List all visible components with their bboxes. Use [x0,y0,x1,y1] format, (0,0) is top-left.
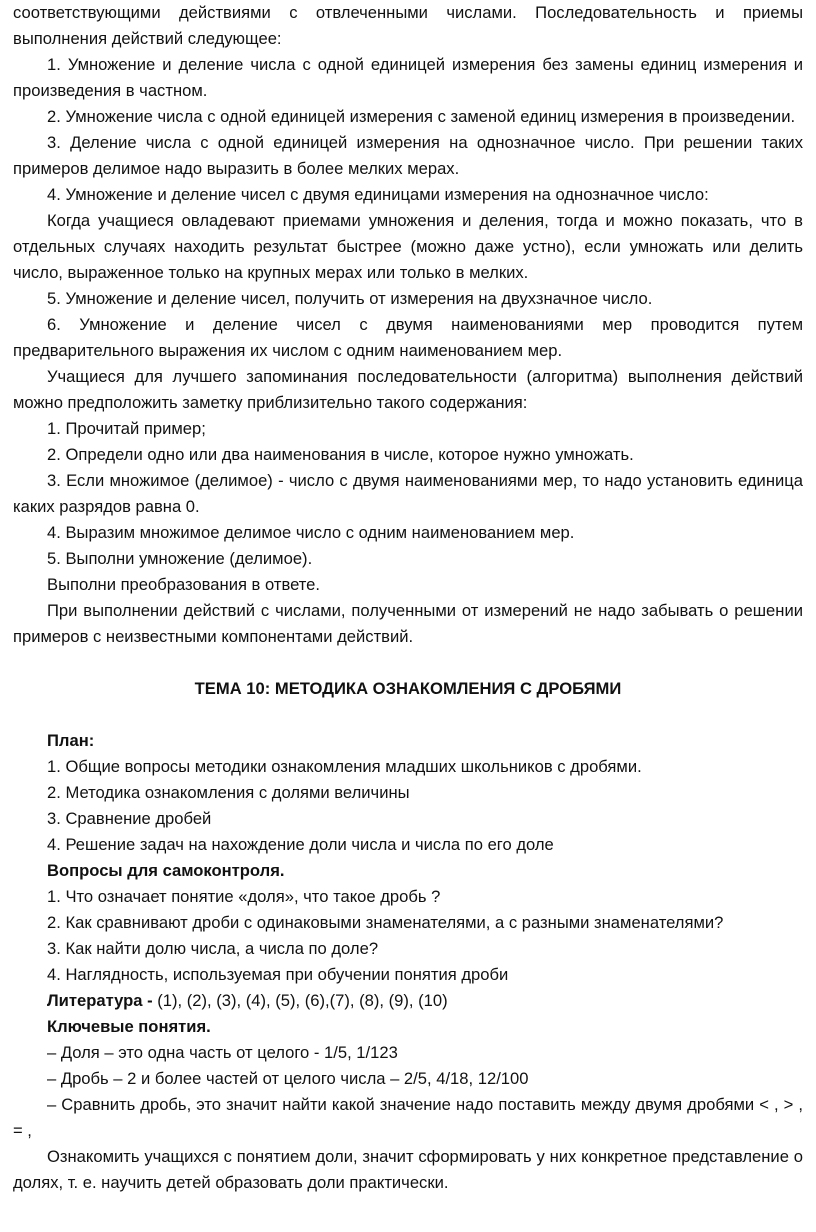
literature-label: Литература - [47,991,153,1010]
question-item-1: 1. Что означает понятие «доля», что такое дробь ? [47,887,441,906]
step-item-5: 5. Умножение и деление чисел, получить от измерения на двухзначное число. [47,289,653,308]
memo-item-1: 1. Прочитай пример; [47,419,206,438]
step-item-1: 1. Умножение и деление числа с одной единицей измерения без замены единиц измерения и произведения в частном. [13,55,803,100]
final-paragraph: Ознакомить учащихся с понятием доли, значит сформировать у них конкретное представление о долях, т. е. научить детей образовать доли практически. [13,1147,803,1192]
plan-item-4: 4. Решение задач на нахождение доли числа и числа по его доле [47,835,554,854]
question-item-2: 2. Как сравнивают дроби с одинаковыми знаменателями, а с разными знаменателями? [47,913,724,932]
plan-label: План: [47,731,95,750]
memo-item-6: Выполни преобразования в ответе. [47,575,321,594]
memo-item-2: 2. Определи одно или два наименования в числе, которое нужно умножать. [47,445,634,464]
step-explanation: Когда учащиеся овладевают приемами умножения и деления, тогда и можно показать, что в отдельных случаях находить результат быстрее (можно даже устно), если умножать или делить число, выраженное только на крупных мерах или только в мелких. [13,211,803,282]
step-item-4: 4. Умножение и деление чисел с двумя единицами измерения на однозначное число: [47,185,709,204]
key-concept-2: – Дробь – 2 и более частей от целого числа – 2/5, 4/18, 12/100 [47,1069,529,1088]
document-page [13,0,803,1196]
key-concept-1: – Доля – это одна часть от целого - 1/5, 1/123 [47,1043,398,1062]
step-item-2: 2. Умножение числа с одной единицей измерения с заменой единиц измерения в произведении. [47,107,796,126]
closing-paragraph: При выполнении действий с числами, полученными от измерений не надо забывать о решении примеров с неизвестными компонентами действий. [13,601,803,646]
key-concept-3: – Сравнить дробь, это значит найти какой значение надо поставить между двумя дробями < , > , = , [13,1095,803,1140]
intro-paragraph: соответствующими действиями с отвлеченными числами. Последовательность и приемы выполнения действий следующее: [13,3,803,48]
question-item-4: 4. Наглядность, используемая при обучении понятия дроби [47,965,509,984]
questions-label: Вопросы для самоконтроля. [47,861,285,880]
memo-item-3: 3. Если множимое (делимое) - число с двумя наименованиями мер, то надо установить единица каких разрядов равна 0. [13,471,803,516]
memo-item-5: 5. Выполни умножение (делимое). [47,549,313,568]
step-item-6: 6. Умножение и деление чисел с двумя наименованиями мер проводится путем предварительного выражения их числом с одним наименованием мер. [13,315,803,360]
memo-intro: Учащиеся для лучшего запоминания последовательности (алгоритма) выполнения действий можно предположить заметку приблизительно такого содержания: [13,367,803,412]
section-title: ТЕМА 10: МЕТОДИКА ОЗНАКОМЛЕНИЯ С ДРОБЯМИ [194,679,622,698]
plan-item-2: 2. Методика ознакомления с долями величины [47,783,410,802]
literature-value: (1), (2), (3), (4), (5), (6),(7), (8), (9), (10) [152,991,448,1010]
plan-item-1: 1. Общие вопросы методики ознакомления младших школьников с дробями. [47,757,642,776]
memo-item-4: 4. Выразим множимое делимое число с одним наименованием мер. [47,523,575,542]
literature-line [13,988,803,1014]
key-concepts-label: Ключевые понятия. [47,1017,211,1036]
question-item-3: 3. Как найти долю числа, а числа по доле? [47,939,379,958]
step-item-3: 3. Деление числа с одной единицей измерения на однозначное число. При решении таких примеров делимое надо выразить в более мелких мерах. [13,133,803,178]
plan-item-3: 3. Сравнение дробей [47,809,212,828]
